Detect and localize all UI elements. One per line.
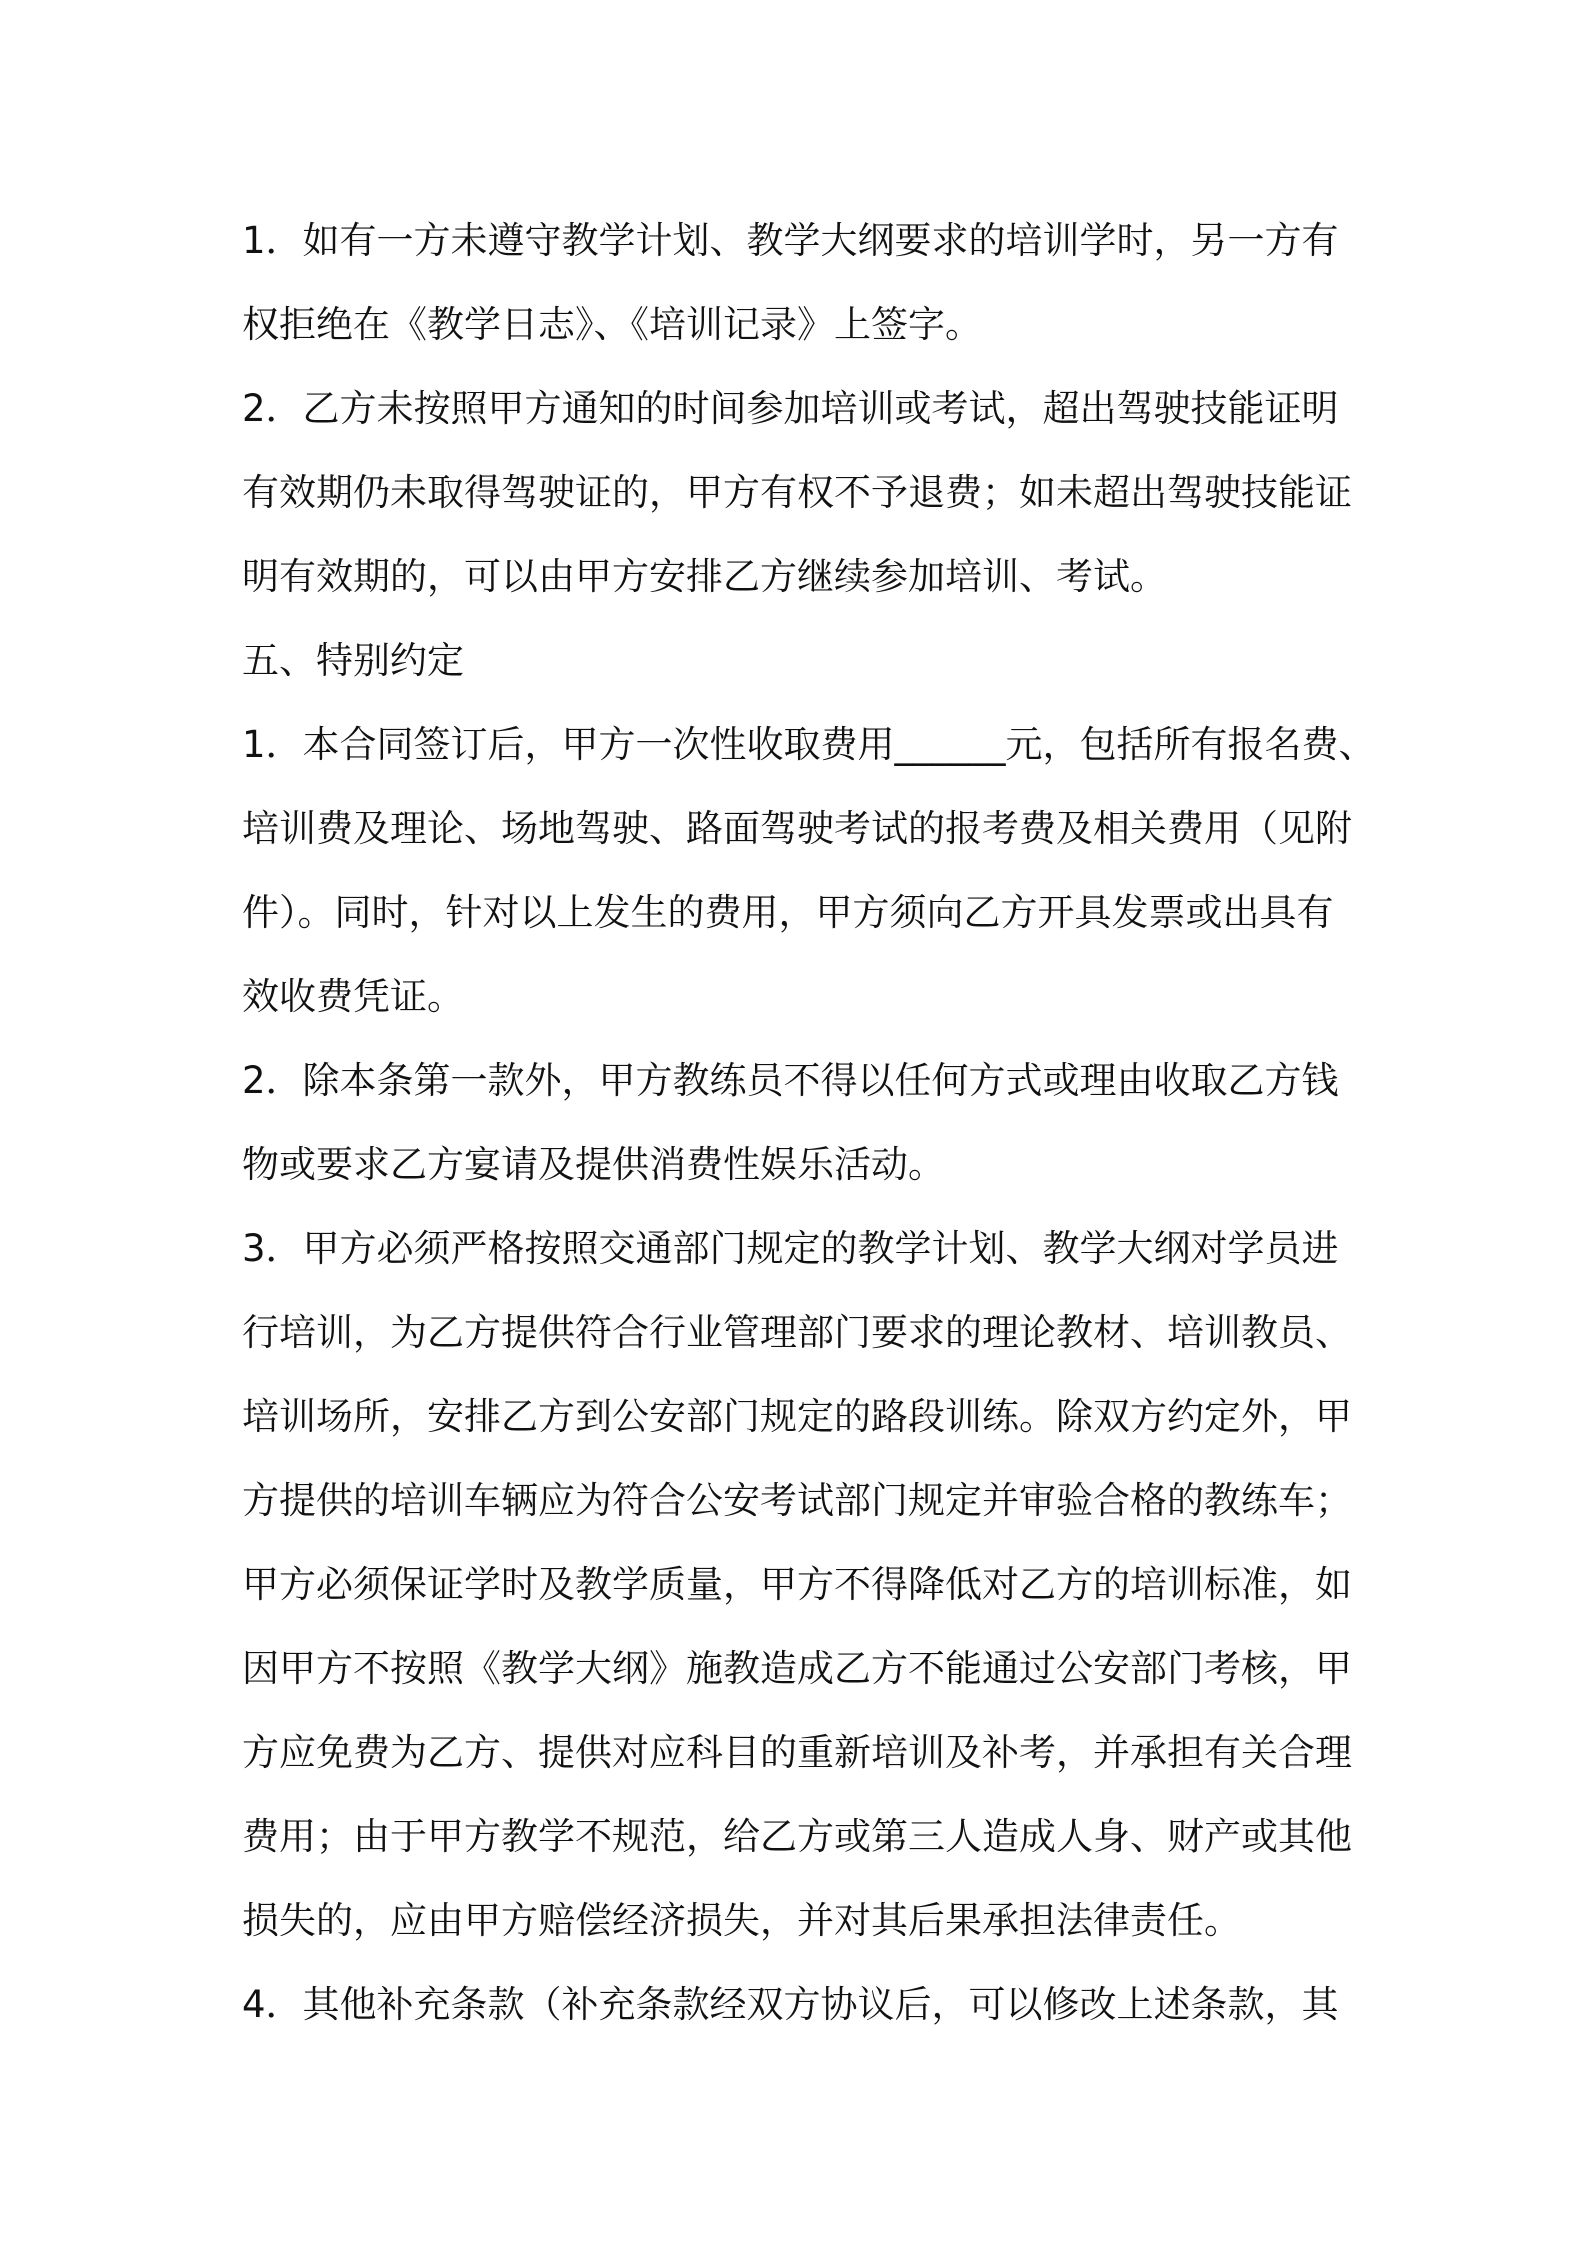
text-line: 权拒绝在《教学日志》、《培训记录》上签字。 <box>242 303 982 346</box>
document-body <box>242 199 1376 2047</box>
text-line: 4．其他补充条款（补充条款经双方协议后，可以修改上述条款，其 <box>242 1983 1339 2026</box>
text-line: 件）。同时，针对以上发生的费用，甲方须向乙方开具发票或出具有 <box>242 891 1334 934</box>
text-line: 2．乙方未按照甲方通知的时间参加培训或考试，超出驾驶技能证明 <box>242 387 1339 430</box>
text-line: 培训场所，安排乙方到公安部门规定的路段训练。除双方约定外，甲 <box>242 1395 1352 1438</box>
text-line: 甲方必须保证学时及教学质量，甲方不得降低对乙方的培训标准，如 <box>242 1563 1352 1606</box>
text-line: 行培训，为乙方提供符合行业管理部门要求的理论教材、培训教员、 <box>242 1311 1352 1354</box>
text-line: 2．除本条第一款外，甲方教练员不得以任何方式或理由收取乙方钱 <box>242 1059 1339 1102</box>
text-line: 有效期仍未取得驾驶证的，甲方有权不予退费；如未超出驾驶技能证 <box>242 471 1352 514</box>
text-line: 3．甲方必须严格按照交通部门规定的教学计划、教学大纲对学员进 <box>242 1227 1339 1270</box>
text-line: 物或要求乙方宴请及提供消费性娱乐活动。 <box>242 1143 945 1186</box>
text-line: 1．如有一方未遵守教学计划、教学大纲要求的培训学时，另一方有 <box>242 219 1339 262</box>
text-line: 方应免费为乙方、提供对应科目的重新培训及补考，并承担有关合理 <box>242 1731 1352 1774</box>
text-line: 损失的，应由甲方赔偿经济损失，并对其后果承担法律责任。 <box>242 1899 1241 1942</box>
text-line: 1．本合同签订后，甲方一次性收取费用______元，包括所有报名费、 <box>242 723 1376 766</box>
section-heading: 五、特别约定 <box>242 639 464 682</box>
text-line: 费用；由于甲方教学不规范，给乙方或第三人造成人身、财产或其他 <box>242 1815 1352 1858</box>
text-line: 因甲方不按照《教学大纲》施教造成乙方不能通过公安部门考核，甲 <box>242 1647 1352 1690</box>
text-line: 培训费及理论、场地驾驶、路面驾驶考试的报考费及相关费用（见附 <box>242 807 1352 850</box>
text-line: 方提供的培训车辆应为符合公安考试部门规定并审验合格的教练车； <box>242 1479 1352 1522</box>
text-line: 效收费凭证。 <box>242 975 464 1018</box>
text-line: 明有效期的，可以由甲方安排乙方继续参加培训、考试。 <box>242 555 1167 598</box>
